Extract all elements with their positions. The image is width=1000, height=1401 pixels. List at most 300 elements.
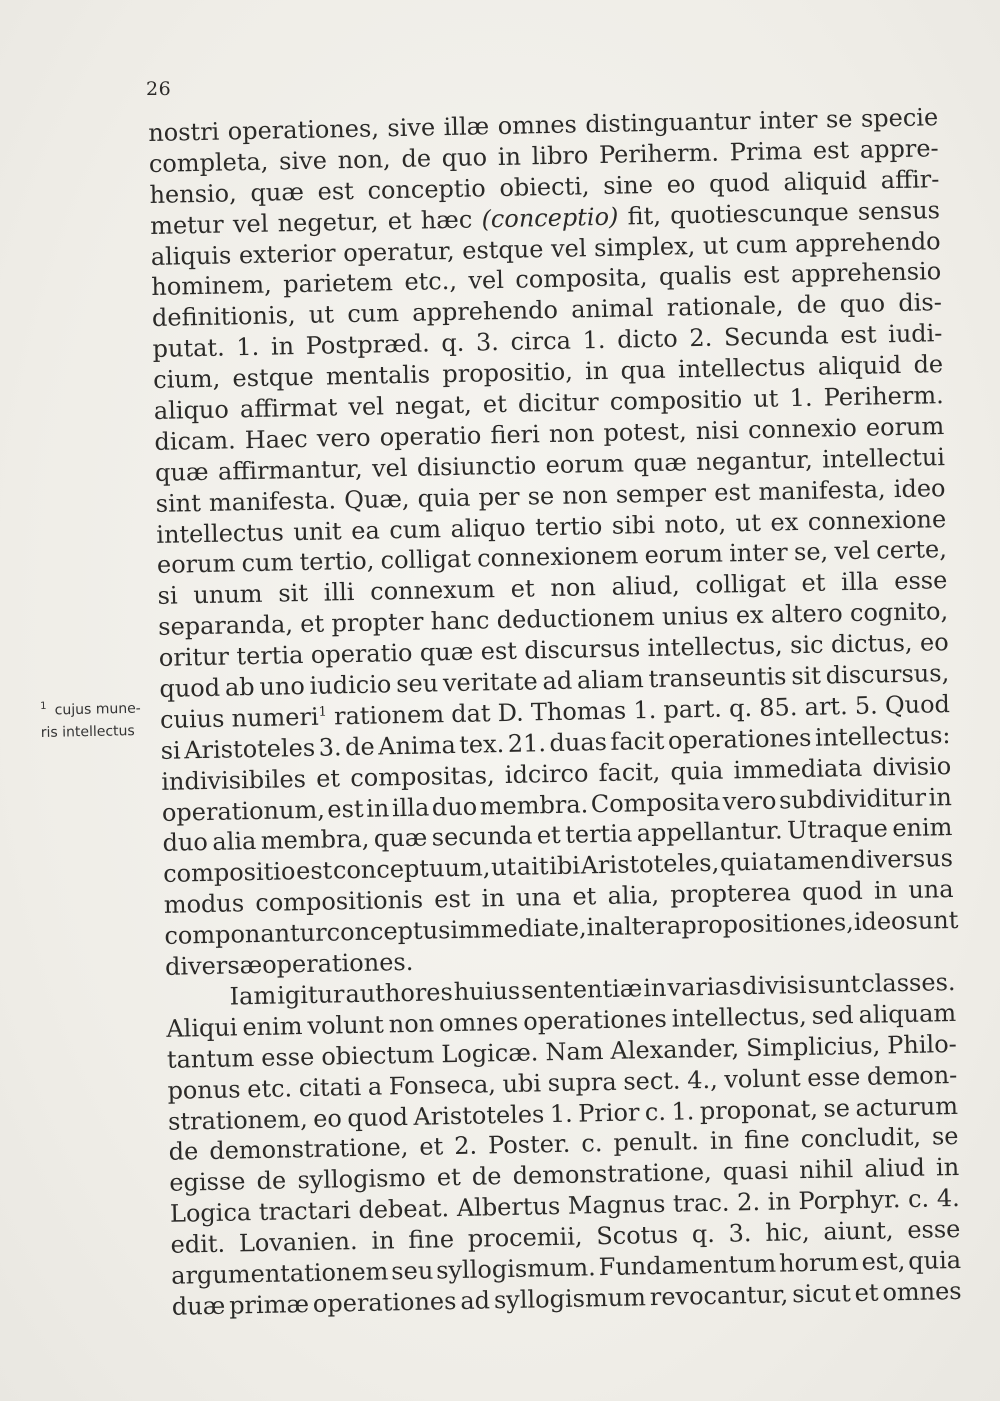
word: de bbox=[913, 350, 944, 379]
word: simplex, bbox=[593, 231, 696, 262]
word: una bbox=[515, 883, 562, 913]
word: composita, bbox=[515, 263, 648, 295]
word: in bbox=[584, 356, 609, 386]
word: sine bbox=[602, 170, 654, 200]
word: argumentationem bbox=[170, 1257, 389, 1290]
word: fine bbox=[743, 1125, 791, 1155]
word: non bbox=[388, 1009, 435, 1039]
word: eorum bbox=[156, 549, 236, 580]
margin-note-line-1 bbox=[40, 694, 141, 722]
word: separanda, bbox=[157, 610, 294, 642]
word: ut bbox=[490, 853, 517, 882]
word: Albertus bbox=[456, 1192, 561, 1223]
word: affir- bbox=[880, 164, 940, 195]
word: q. bbox=[441, 328, 465, 358]
word: semper bbox=[615, 478, 707, 509]
word: connexum bbox=[369, 575, 496, 606]
word: conceptio bbox=[367, 174, 486, 205]
word: aliquid bbox=[783, 166, 868, 197]
word: subdividitur bbox=[778, 783, 927, 815]
word: tex. bbox=[458, 729, 505, 759]
word: propositio, bbox=[442, 357, 574, 389]
word: D. bbox=[497, 698, 525, 728]
word: Thomas bbox=[530, 696, 627, 727]
word: Aristoteles, bbox=[580, 849, 720, 880]
word: intellectus, bbox=[647, 631, 783, 663]
word: discursus bbox=[524, 634, 641, 665]
word: tertio, bbox=[299, 547, 375, 577]
word: se bbox=[527, 481, 555, 511]
word: eo bbox=[919, 628, 949, 657]
word: quia bbox=[907, 1245, 962, 1275]
word: est, bbox=[861, 1246, 906, 1276]
word: non bbox=[562, 480, 608, 510]
word: 1. bbox=[236, 333, 260, 362]
word: citati bbox=[298, 1072, 362, 1102]
word: Fonseca, bbox=[388, 1069, 497, 1100]
word: operationes. bbox=[261, 947, 414, 979]
word: vel bbox=[468, 266, 505, 296]
word: duæ bbox=[171, 1291, 226, 1321]
word: et bbox=[536, 821, 561, 850]
word: c. bbox=[581, 1129, 603, 1158]
word: 3. bbox=[318, 733, 342, 762]
word: tractari bbox=[258, 1196, 352, 1227]
word: connexione bbox=[807, 504, 947, 536]
word: 3. bbox=[475, 328, 500, 357]
word: obiecti, bbox=[499, 171, 590, 202]
word: 1. bbox=[633, 695, 657, 725]
word: si bbox=[157, 581, 178, 611]
word: exterior bbox=[238, 238, 336, 269]
word: sunt bbox=[905, 906, 959, 936]
word: in bbox=[935, 1153, 960, 1182]
word: vero bbox=[722, 786, 777, 816]
word: Secunda bbox=[723, 321, 829, 352]
margin-note-text-1: cujus mune- bbox=[54, 700, 141, 719]
word: divisio bbox=[872, 751, 952, 782]
word: part. bbox=[663, 694, 723, 724]
word: Quod bbox=[884, 689, 951, 720]
word: quia bbox=[719, 847, 774, 878]
word: Periherm. bbox=[823, 381, 944, 412]
word: unum bbox=[193, 580, 263, 610]
word: negantur, bbox=[696, 445, 813, 476]
word: art. bbox=[804, 692, 848, 721]
word: membra. bbox=[479, 789, 589, 821]
word: quæ bbox=[154, 457, 209, 487]
word: quod bbox=[347, 1102, 409, 1132]
word: de bbox=[401, 144, 432, 173]
word: se bbox=[931, 1122, 959, 1151]
word: Porphyr. bbox=[798, 1185, 901, 1216]
word: 4., bbox=[686, 1065, 718, 1094]
word: hanc bbox=[430, 606, 490, 636]
word: est bbox=[840, 320, 877, 350]
word: ut bbox=[735, 508, 762, 537]
word: et bbox=[436, 1163, 461, 1192]
word: de bbox=[471, 1162, 502, 1191]
word: distinguantur bbox=[585, 106, 751, 139]
word: debeat. bbox=[358, 1194, 450, 1225]
word: altero bbox=[770, 599, 843, 629]
word: negetur, bbox=[277, 207, 379, 238]
word: est bbox=[327, 794, 364, 824]
word: rationem bbox=[333, 700, 445, 731]
word: tertia bbox=[564, 819, 633, 850]
body-text bbox=[148, 102, 962, 1322]
word: illa bbox=[840, 567, 879, 597]
word: ideo bbox=[893, 473, 946, 503]
word: esse bbox=[806, 1062, 861, 1092]
word: in bbox=[643, 973, 667, 1003]
word: ideo bbox=[853, 907, 906, 937]
word: eorum bbox=[644, 540, 724, 570]
word: intellectus bbox=[156, 517, 285, 549]
word: authores bbox=[345, 977, 454, 1009]
word: Lovanien. bbox=[238, 1227, 358, 1258]
word: sint bbox=[155, 488, 202, 518]
word: in bbox=[873, 876, 898, 905]
word: tertia bbox=[236, 641, 304, 671]
word: demonstratione, bbox=[512, 1158, 712, 1191]
word: quod bbox=[708, 168, 770, 198]
word: cum bbox=[735, 229, 788, 259]
word: dis- bbox=[898, 288, 943, 318]
word: huius bbox=[453, 976, 521, 1006]
word: metur bbox=[149, 210, 224, 240]
word: procemii, bbox=[467, 1222, 583, 1253]
word: qualis bbox=[658, 261, 733, 292]
word: quæ bbox=[633, 448, 688, 478]
word: operatio bbox=[310, 638, 413, 669]
word: et bbox=[299, 609, 325, 639]
word: ea bbox=[350, 516, 381, 545]
word: immediate, bbox=[450, 913, 587, 945]
word: est bbox=[480, 636, 518, 666]
word: vel bbox=[348, 392, 385, 422]
word: duo bbox=[162, 828, 209, 858]
word: quod bbox=[159, 673, 221, 703]
word: qua bbox=[620, 355, 666, 385]
word: non bbox=[550, 573, 597, 603]
word: operationes bbox=[312, 1286, 457, 1318]
word: Aristoteles bbox=[183, 733, 316, 765]
word: ut bbox=[308, 300, 335, 330]
word: apprehensio bbox=[790, 257, 942, 289]
word: aliquo bbox=[153, 395, 230, 425]
word: connexionem bbox=[476, 541, 639, 573]
word: Logica bbox=[169, 1198, 252, 1228]
word: conceptuum, bbox=[332, 853, 491, 885]
word: seu bbox=[390, 1256, 434, 1286]
word: apprehendo bbox=[411, 296, 559, 328]
word: et bbox=[482, 389, 508, 419]
word: intellectus bbox=[677, 352, 806, 384]
word: operationes bbox=[667, 723, 812, 755]
word: facit, bbox=[598, 757, 661, 787]
word: dicitur bbox=[517, 388, 599, 418]
word: diversæ bbox=[164, 950, 263, 981]
word: membra, bbox=[260, 825, 370, 856]
word: de bbox=[168, 1137, 199, 1167]
word: esse bbox=[893, 566, 948, 596]
word: a bbox=[367, 1072, 383, 1101]
word: demon- bbox=[866, 1060, 958, 1091]
word: sit bbox=[278, 579, 309, 608]
word: aliquid bbox=[817, 351, 902, 381]
word: demonstratione, bbox=[209, 1133, 409, 1166]
word: sed bbox=[811, 1000, 854, 1030]
word: diversus bbox=[850, 844, 954, 875]
word: Prima bbox=[729, 136, 803, 167]
word: 2. bbox=[689, 323, 713, 353]
word: est bbox=[433, 884, 471, 914]
word: cum bbox=[389, 514, 442, 544]
word: edit. bbox=[170, 1229, 226, 1259]
word: una bbox=[908, 875, 954, 905]
word: in bbox=[365, 793, 390, 823]
word: egisse bbox=[169, 1167, 246, 1198]
word: manifesta, bbox=[758, 474, 886, 506]
word: Aristoteles bbox=[413, 1099, 545, 1131]
word: ad bbox=[542, 666, 573, 696]
word: omnes bbox=[882, 1276, 962, 1307]
word: sit bbox=[791, 661, 822, 691]
word: ad bbox=[460, 1286, 491, 1315]
word: omnes bbox=[497, 110, 578, 140]
word: putat. bbox=[152, 333, 225, 364]
word: Quæ, bbox=[343, 484, 410, 514]
margin-note-marker: 1 bbox=[40, 700, 47, 712]
word: sic bbox=[789, 630, 824, 660]
word: quo bbox=[441, 143, 488, 173]
word: 5. bbox=[854, 691, 879, 720]
word: colligat bbox=[695, 569, 786, 600]
word: syllogismum. bbox=[435, 1253, 597, 1285]
word: quotiescunque bbox=[669, 197, 849, 230]
word: etc., bbox=[404, 267, 458, 297]
word: dat bbox=[450, 699, 491, 728]
word: classes. bbox=[861, 967, 956, 998]
word: 85. bbox=[758, 693, 798, 722]
word: inter bbox=[728, 538, 788, 568]
word: animal bbox=[570, 294, 654, 324]
word: et bbox=[801, 568, 826, 598]
word: Magnus bbox=[567, 1190, 666, 1220]
page-number: 26 bbox=[146, 78, 172, 100]
word: sive bbox=[278, 146, 328, 176]
word: compositas, bbox=[350, 760, 495, 792]
word: affirmantur, bbox=[217, 454, 363, 486]
word: definitionis, bbox=[151, 301, 296, 333]
word: non, bbox=[337, 145, 391, 175]
word: et bbox=[854, 1278, 879, 1307]
word: uno bbox=[259, 672, 306, 701]
word: primæ bbox=[228, 1289, 310, 1320]
word: penult. bbox=[613, 1127, 700, 1158]
word: Alexander, bbox=[610, 1034, 740, 1065]
word: altera bbox=[609, 911, 682, 942]
word: vel bbox=[550, 233, 587, 263]
word: colligat bbox=[380, 545, 472, 575]
word: omnes bbox=[438, 1007, 519, 1038]
word: eo bbox=[666, 169, 696, 199]
word: affirmat bbox=[239, 393, 338, 424]
word: esse bbox=[907, 1214, 961, 1245]
word: quasi bbox=[722, 1156, 789, 1186]
word: in bbox=[371, 1226, 395, 1255]
word: et bbox=[315, 763, 341, 793]
word: aliquis bbox=[150, 240, 232, 271]
word: Poster. bbox=[487, 1130, 571, 1160]
word: rationale, bbox=[666, 291, 784, 322]
word: est bbox=[742, 260, 780, 290]
word: sicut bbox=[791, 1278, 852, 1309]
word: se bbox=[823, 1093, 851, 1123]
word: parietem bbox=[282, 268, 394, 299]
word: estque bbox=[461, 234, 544, 265]
word: 1. bbox=[582, 326, 606, 355]
word: intellectus, bbox=[671, 1001, 808, 1033]
word: vel bbox=[371, 453, 408, 483]
word: de bbox=[256, 1166, 287, 1196]
word: cum bbox=[241, 548, 294, 578]
word: ibi bbox=[548, 851, 581, 881]
word: noto, bbox=[664, 509, 727, 539]
word: circa bbox=[510, 326, 572, 356]
word: modus bbox=[163, 889, 245, 920]
word: supra bbox=[547, 1067, 617, 1097]
word: ab bbox=[224, 673, 255, 702]
word: tamen bbox=[773, 846, 851, 876]
word: nisi bbox=[695, 416, 740, 445]
word: tertio bbox=[534, 511, 603, 541]
word: 21. bbox=[507, 728, 547, 758]
word: aliquam bbox=[858, 998, 957, 1029]
word: et bbox=[419, 1132, 444, 1162]
word: operationes bbox=[522, 1004, 668, 1036]
word: cuius bbox=[159, 704, 225, 734]
word: est bbox=[713, 477, 751, 507]
word: cum bbox=[347, 299, 400, 329]
word: Simplicius, bbox=[745, 1031, 881, 1062]
margin-note bbox=[40, 694, 141, 744]
word: eorum bbox=[865, 411, 945, 442]
word: iudi- bbox=[887, 319, 943, 349]
word: illi bbox=[323, 578, 355, 607]
word: connexio bbox=[747, 413, 858, 444]
word: seu bbox=[395, 669, 439, 699]
word: quo bbox=[839, 289, 886, 319]
word: compositio bbox=[609, 385, 743, 416]
word: Iam bbox=[229, 981, 277, 1011]
word: nihil bbox=[798, 1155, 854, 1185]
word: si bbox=[160, 736, 181, 765]
word: concludit, bbox=[800, 1123, 922, 1154]
word: se, bbox=[793, 537, 829, 567]
word: dicam. bbox=[154, 426, 236, 456]
word: libro bbox=[531, 141, 589, 171]
word: est bbox=[317, 176, 355, 206]
word: quod bbox=[801, 877, 863, 907]
word: ponus bbox=[167, 1074, 241, 1105]
word: 1. bbox=[789, 383, 813, 413]
word: illæ bbox=[443, 112, 490, 142]
word: ut bbox=[753, 384, 779, 413]
word: non bbox=[548, 419, 595, 448]
word: strationem, bbox=[167, 1104, 308, 1136]
word: in bbox=[767, 1187, 792, 1216]
word: se bbox=[825, 104, 853, 134]
word: c. bbox=[907, 1184, 930, 1214]
word: Scotus bbox=[596, 1220, 679, 1251]
word: indivisibiles bbox=[161, 764, 307, 796]
word: volunt bbox=[724, 1063, 801, 1094]
word: acturum bbox=[855, 1091, 959, 1122]
word: obiectum bbox=[321, 1040, 435, 1071]
word: inter bbox=[758, 105, 818, 135]
word: dicto bbox=[616, 324, 679, 354]
word: Utraque bbox=[786, 814, 889, 845]
word: igitur bbox=[276, 980, 345, 1010]
word: componantur bbox=[164, 918, 327, 950]
word: syllogismo bbox=[297, 1163, 426, 1195]
word: c. bbox=[644, 1097, 667, 1126]
word: numeri$^1$ bbox=[231, 702, 327, 733]
word: quia bbox=[670, 756, 724, 786]
word: veritate bbox=[442, 667, 538, 698]
word: de bbox=[796, 290, 827, 320]
word: eo bbox=[312, 1103, 343, 1133]
word: Periherm. bbox=[598, 138, 720, 169]
word: Anima bbox=[377, 730, 457, 761]
word: fieri bbox=[490, 420, 541, 450]
word: ut bbox=[702, 230, 729, 260]
word: completa, bbox=[148, 147, 269, 178]
word: quæ bbox=[250, 177, 305, 207]
word: operatur, bbox=[342, 236, 455, 267]
word: sibi bbox=[611, 510, 656, 540]
word: trac. bbox=[672, 1188, 730, 1218]
word: intellectui bbox=[821, 442, 946, 474]
word: propter bbox=[331, 607, 424, 638]
word: sententiæ bbox=[520, 974, 643, 1005]
word: operationes, bbox=[227, 114, 380, 146]
word: eorum bbox=[545, 449, 625, 479]
word: oritur bbox=[158, 642, 230, 673]
word: horum bbox=[778, 1247, 859, 1278]
word: potest, bbox=[603, 417, 687, 447]
word: proponat, bbox=[699, 1094, 819, 1125]
word: Logicæ. bbox=[441, 1038, 539, 1069]
word: mentalis bbox=[325, 360, 431, 391]
word: alia bbox=[212, 827, 257, 857]
word: fine bbox=[408, 1225, 455, 1255]
word: nostri bbox=[148, 117, 220, 147]
word: hic, bbox=[765, 1218, 810, 1247]
word: et bbox=[572, 882, 597, 911]
word: intellectus: bbox=[814, 720, 951, 752]
word: quia bbox=[417, 483, 471, 513]
word: deductionem bbox=[496, 603, 656, 635]
word: operationum, bbox=[161, 795, 326, 827]
word: enim bbox=[242, 1011, 303, 1042]
word: aiunt, bbox=[823, 1216, 894, 1246]
word: appellantur. bbox=[636, 816, 783, 848]
word: etc. bbox=[246, 1073, 293, 1103]
word: Prior bbox=[577, 1097, 640, 1128]
